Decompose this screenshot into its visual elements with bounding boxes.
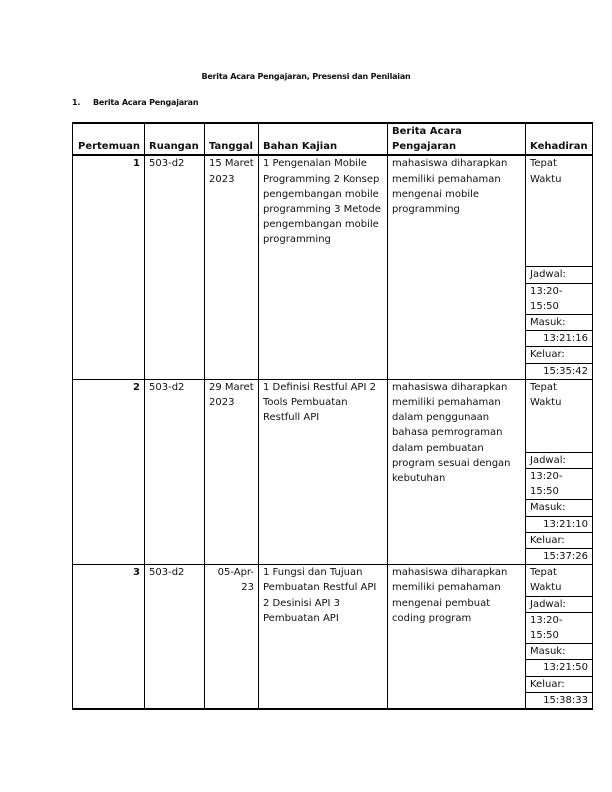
header-berita-acara: Berita Acara Pengajaran xyxy=(388,123,526,155)
jadwal-label: Jadwal: xyxy=(526,266,592,282)
masuk-value: 13:21:16 xyxy=(526,330,592,346)
berita-acara-cell: mahasiswa diharapkan memiliki pemahaman dalam penggunaan bahasa pemrograman dalam pembuatan program sesuai dengan kebutuhan xyxy=(388,379,526,564)
ruangan-cell: 503-d2 xyxy=(145,379,205,564)
keluar-label: Keluar: xyxy=(526,532,592,548)
masuk-label: Masuk: xyxy=(526,643,592,659)
header-ruangan: Ruangan xyxy=(145,123,205,155)
pertemuan-cell: 3 xyxy=(73,565,145,709)
header-tanggal: Tanggal xyxy=(205,123,259,155)
jadwal-value: 13:20-15:50 xyxy=(526,468,592,499)
table-row xyxy=(73,379,593,564)
masuk-value: 13:21:10 xyxy=(526,516,592,532)
status-text: Tepat Waktu xyxy=(530,381,562,409)
keluar-value: 15:38:33 xyxy=(526,692,592,708)
keluar-value: 15:37:26 xyxy=(526,548,592,564)
keluar-value: 15:35:42 xyxy=(526,363,592,379)
keluar-label: Keluar: xyxy=(526,676,592,692)
header-bahan-kajian: Bahan Kajian xyxy=(259,123,388,155)
header-pertemuan: Pertemuan xyxy=(73,123,145,155)
section-title: Berita Acara Pengajaran xyxy=(93,98,199,107)
jadwal-label: Jadwal: xyxy=(526,596,592,612)
bahan-kajian-cell: 1 Definisi Restful API 2 Tools Pembuatan Restfull API xyxy=(259,379,388,564)
ruangan-cell: 503-d2 xyxy=(145,155,205,379)
masuk-value: 13:21:50 xyxy=(526,659,592,675)
tanggal-cell: 29 Maret 2023 xyxy=(205,379,259,564)
tanggal-cell: 15 Maret 2023 xyxy=(205,155,259,379)
berita-acara-cell: mahasiswa diharapkan memiliki pemahaman mengenai pembuat coding program xyxy=(388,565,526,709)
kehadiran-cell xyxy=(526,155,593,379)
masuk-label: Masuk: xyxy=(526,499,592,515)
pertemuan-cell: 1 xyxy=(73,155,145,379)
section-heading xyxy=(72,98,198,107)
kehadiran-cell xyxy=(526,565,593,709)
bahan-kajian-cell: 1 Pengenalan Mobile Programming 2 Konsep pengembangan mobile programming 3 Metode pengembangan mobile programming xyxy=(259,155,388,379)
teaching-report-table xyxy=(72,122,593,710)
keluar-label: Keluar: xyxy=(526,346,592,362)
pertemuan-cell: 2 xyxy=(73,379,145,564)
berita-acara-cell: mahasiswa diharapkan memiliki pemahaman mengenai mobile programming xyxy=(388,155,526,379)
table-row xyxy=(73,565,593,709)
jadwal-label: Jadwal: xyxy=(526,452,592,468)
jadwal-value: 13:20-15:50 xyxy=(526,283,592,314)
jadwal-value: 13:20-15:50 xyxy=(526,612,592,643)
kehadiran-cell xyxy=(526,379,593,564)
section-number: 1. xyxy=(72,98,81,107)
tanggal-cell: 05-Apr-23 xyxy=(205,565,259,709)
header-kehadiran: Kehadiran xyxy=(526,123,593,155)
table-header-row xyxy=(73,123,593,155)
ruangan-cell: 503-d2 xyxy=(145,565,205,709)
bahan-kajian-cell: 1 Fungsi dan Tujuan Pembuatan Restful API 2 Desinisi API 3 Pembuatan API xyxy=(259,565,388,709)
status-text: Tepat Waktu xyxy=(530,158,562,185)
table-row xyxy=(73,155,593,379)
document-title: Berita Acara Pengajaran, Presensi dan Penilaian xyxy=(201,72,411,81)
masuk-label: Masuk: xyxy=(526,314,592,330)
status-text: Tepat Waktu xyxy=(530,567,562,594)
